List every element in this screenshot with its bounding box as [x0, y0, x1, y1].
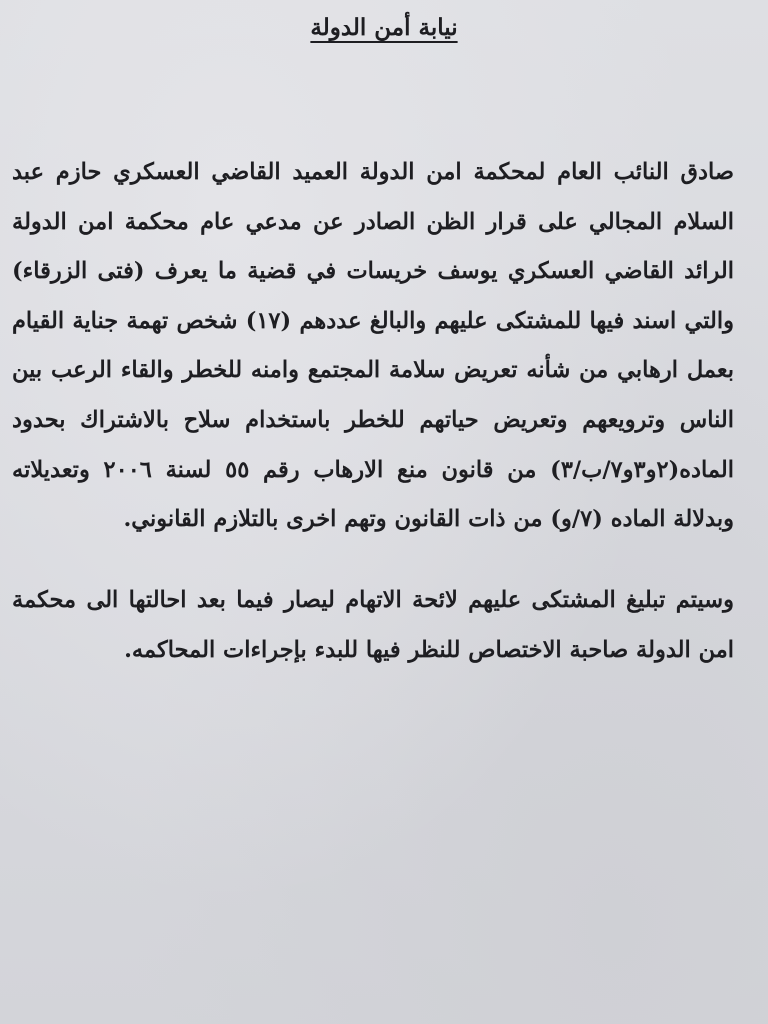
body-paragraph-2: وسيتم تبليغ المشتكى عليهم لائحة الاتهام ليصار فيما بعد احالتها الى محكمة امن الدولة صاحبة الاختصاص للنظر فيها للبدء بإجراءات المحاكمه. [12, 587, 734, 663]
body-paragraph-1: صادق النائب العام لمحكمة امن الدولة العميد القاضي العسكري حازم عبد السلام المجالي على قرار الظن الصادر عن مدعي عام محكمة امن الدولة الرائد القاضي العسكري يوسف خريسات في قضية ما يعرف (فتى الزرقاء) والتي اسند فيها للمشتكى عليهم والبالغ عددهم (١٧) شخص تهمة جناية القيام بعمل ارهابي من شأنه تعريض سلامة المجتمع وامنه للخطر والقاء الرعب بين الناس وترويعهم وتعريض حياتهم للخطر باستخدام سلاح بالاشتراك بحدود الماده(٢و٣و٧/ب/٣) من قانون منع الارهاب رقم ٥٥ لسنة ٢٠٠٦ وتعديلاته وبدلالة الماده (٧/و) من ذات القانون وتهم اخرى بالتلازم القانوني. [12, 159, 735, 533]
document-title: نيابة أمن الدولة [310, 14, 458, 41]
